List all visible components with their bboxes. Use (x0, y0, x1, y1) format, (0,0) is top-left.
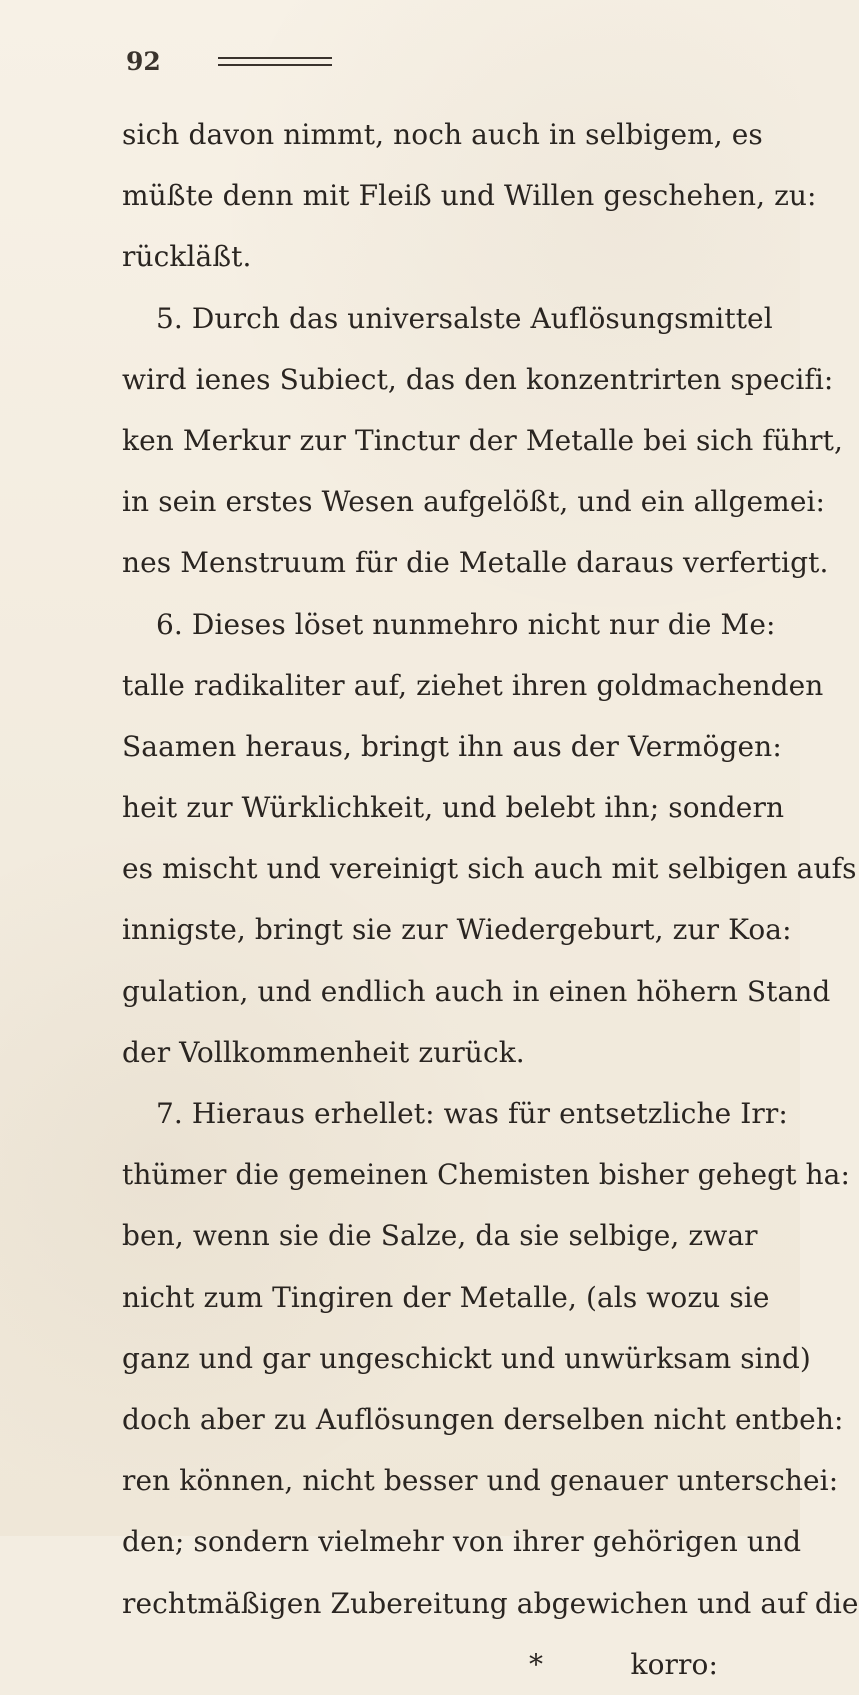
text-line-15: gulation, und endlich auch in einen höhern Stand (122, 974, 831, 1008)
text-line-7: in sein erstes Wesen aufgelößt, und ein allgemei: (122, 485, 826, 519)
text-line-3: rückläßt. (122, 240, 252, 274)
text-line-9: 6. Dieses löset nunmehro nicht nur die Me: (156, 607, 776, 641)
text-line-13: es mischt und vereinigt sich auch mit selbigen aufs (122, 852, 857, 886)
footer-line (122, 1634, 718, 1695)
text-line-20: nicht zum Tingiren der Metalle, (als wozu sie (122, 1280, 770, 1314)
header-rule (218, 57, 332, 59)
footer-mark: * (529, 1647, 544, 1681)
text-line-6: ken Merkur zur Tinctur der Metalle bei sich führt, (122, 423, 843, 457)
text-line-2: müßte denn mit Fleiß und Willen geschehen, zu: (122, 179, 817, 213)
text-line-14: innigste, bringt sie zur Wiedergeburt, zur Koa: (122, 913, 792, 947)
text-line-4: 5. Durch das universalste Auflösungsmittel (156, 301, 773, 335)
text-line-24: den; sondern vielmehr von ihrer gehörigen und (122, 1525, 802, 1559)
page-number: 92 (126, 47, 161, 76)
text-line-1: sich davon nimmt, noch auch in selbigem, es (122, 118, 763, 151)
text-line-8: nes Menstruum für die Metalle daraus verfertigt. (122, 546, 829, 580)
text-line-16: der Vollkommenheit zurück. (122, 1035, 525, 1069)
text-line-12: heit zur Würklichkeit, und belebt ihn; sondern (122, 791, 785, 825)
text-line-10: talle radikaliter auf, ziehet ihren goldmachenden (122, 668, 824, 702)
text-line-5: wird ienes Subiect, das den konzentrirten specifi: (122, 362, 834, 396)
catchword: korro: (630, 1647, 718, 1681)
text-line-21: ganz und gar ungeschickt und unwürksam sind) (122, 1341, 811, 1375)
text-line-17: 7. Hieraus erhellet: was für entsetzliche Irr: (156, 1097, 788, 1130)
text-line-22: doch aber zu Auflösungen derselben nicht entbeh: (122, 1402, 844, 1436)
text-line-11: Saamen heraus, bringt ihn aus der Vermögen: (122, 729, 782, 763)
text-line-23: ren können, nicht besser und genauer unterschei: (122, 1464, 839, 1498)
text-line-18: thümer die gemeinen Chemisten bisher gehegt ha: (122, 1158, 851, 1192)
text-line-25: rechtmäßigen Zubereitung abgewichen und auf die (122, 1586, 859, 1620)
text-line-19: ben, wenn sie die Salze, da sie selbige, zwar (122, 1219, 758, 1253)
body-text (122, 104, 859, 1695)
